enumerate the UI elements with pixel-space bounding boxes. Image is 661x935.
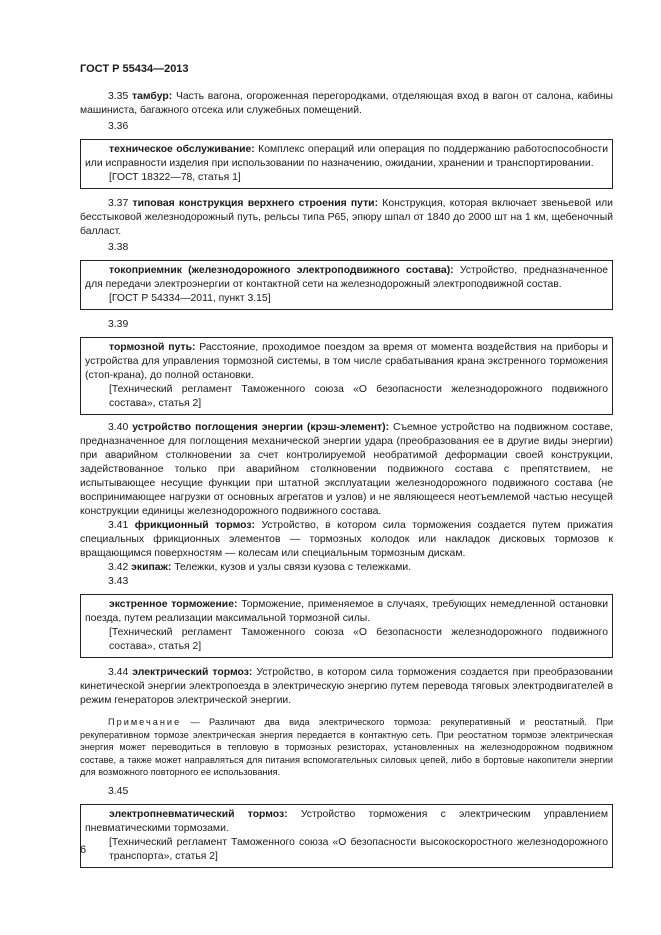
note-label: Примечание bbox=[108, 717, 182, 727]
definition-box-3-43 bbox=[80, 594, 613, 658]
document-body bbox=[80, 90, 613, 876]
entry-source-reference: [Технический регламент Таможенного союза «О безопасности железнодорожного подвижного состава», статья 2] bbox=[109, 627, 608, 652]
entry-definition: Устройство, предназначенное для передачи электроэнергии от контактной сети на железнодорожный электроподвижной состав. bbox=[85, 265, 608, 290]
definition-box-3-39 bbox=[80, 337, 613, 415]
entry-number: 3.39 bbox=[108, 319, 129, 330]
entry-3-41 bbox=[80, 519, 613, 561]
entry-definition: Устройство, в котором сила торможения создается при преобразовании кинетической энергии электропоезда в электрическую энергию путем перевода тяговых электродвигателей в режим генераторов электрической энергии. bbox=[80, 667, 613, 706]
entry-number: 3.40 bbox=[108, 422, 129, 433]
page-number: 6 bbox=[80, 844, 87, 856]
entry-number: 3.43 bbox=[108, 576, 129, 587]
entry-number: 3.44 bbox=[108, 667, 129, 678]
entry-definition: Комплекс операций или операция по поддержанию работоспособности или исправности изделия при использовании по назначению, ожидании, хранении и транспортировании. bbox=[85, 144, 608, 169]
definition-box-3-38 bbox=[80, 260, 613, 310]
entry-3-35 bbox=[80, 90, 613, 118]
entry-term: устройство поглощения энергии (крэш-элемент): bbox=[132, 422, 390, 433]
entry-definition: Часть вагона, огороженная перегородками, отделяющая вход в вагон от салона, кабины машиниста, багажного отсека или служебных помещений. bbox=[80, 91, 613, 116]
entry-definition: Конструкция, которая включает звеньевой или бесстыковой железнодорожный путь, рельсы типа Р65, эпюру шпал от 1840 до 2000 шт на 1 км, щебеночный балласт. bbox=[80, 198, 613, 237]
entry-3-44 bbox=[80, 666, 613, 708]
entry-term: экипаж: bbox=[131, 562, 172, 573]
definition-box-3-45 bbox=[80, 804, 613, 868]
entry-definition: Съемное устройство на подвижном составе, предназначенное для поглощения механической энергии удара (преобразования ее в другие виды энергии) при аварийном столкновении за счет контролируемой необратимой деформации своей конструкции, задействованное только при аварийном столкновении подвижного состава с препятствием, не испытывающее несущие функции при штатной эксплуатации железнодорожного подвижного состава (не воспринимающее нагрузки от основных агрегатов и узлов) и не являющееся неотъемлемой частью несущей конструкции единицы железнодорожного подвижного состава. bbox=[80, 422, 613, 517]
entry-3-42 bbox=[80, 561, 613, 575]
entry-number: 3.35 bbox=[108, 91, 129, 102]
entry-term: фрикционный тормоз: bbox=[134, 520, 255, 531]
document-header: ГОСТ Р 55434—2013 bbox=[80, 63, 189, 75]
entry-definition: Тележки, кузов и узлы связи кузова с тележками. bbox=[171, 562, 412, 573]
entry-number: 3.41 bbox=[108, 520, 129, 531]
entry-definition: Устройство, в котором сила торможения создается путем прижатия специальных фрикционных элементов — тормозных колодок или накладок дисковых тормозов к вращающимся поверхностям — колесам или специальным тормозным дискам. bbox=[80, 520, 613, 559]
entry-definition: Устройство торможения с электрическим управлением пневматическими тормозами. bbox=[85, 808, 608, 834]
entry-term: электрический тормоз: bbox=[132, 667, 253, 678]
entry-term: типовая конструкция верхнего строения пути: bbox=[132, 198, 379, 209]
entry-number: 3.45 bbox=[108, 785, 129, 797]
entry-term: техническое обслуживание: bbox=[109, 144, 255, 155]
entry-3-37 bbox=[80, 197, 613, 239]
entry-definition: Расстояние, проходимое поездом за время от момента воздействия на приборы и устройства для управления тормозной системы, в том числе срабатывания крана экстренного торможения (стоп-крана), до полной остановки. bbox=[85, 342, 608, 381]
entry-term: экстренное торможение: bbox=[109, 599, 238, 610]
entry-term: токоприемник (железнодорожного электроподвижного состава): bbox=[109, 265, 454, 276]
note-text: — Различают два вида электрического тормоза: рекуперативный и реостатный. При рекуперативном тормозе электрическая энергия передается в контактную сеть. При реостатном тормозе электрическая энергия может переводиться в тепловую в тормозных резисторах, установленных на железнодорожном подвижном составе, а также может направляться для питания вспомогательных силовых цепей, либо в бортовые накопители энергии для возможного повторного ее использования. bbox=[80, 717, 613, 778]
entry-source-reference: [Технический регламент Таможенного союза «О безопасности высокоскоростного железнодорожного транспорта», статья 2] bbox=[109, 836, 608, 862]
entry-source-reference: [Технический регламент Таможенного союза «О безопасности железнодорожного подвижного состава», статья 2] bbox=[109, 384, 608, 409]
entry-term: электропневматический тормоз: bbox=[109, 808, 288, 820]
entry-number: 3.37 bbox=[108, 198, 129, 209]
entry-term: тормозной путь: bbox=[109, 342, 196, 353]
entry-3-40 bbox=[80, 421, 613, 519]
entry-source-reference: [ГОСТ Р 54334—2011, пункт 3.15] bbox=[109, 293, 271, 304]
entry-number: 3.36 bbox=[108, 121, 129, 132]
entry-number: 3.38 bbox=[108, 242, 129, 253]
entry-definition: Торможение, применяемое в случаях, требующих немедленной остановки поезда, путем реализации максимальной тормозной силы. bbox=[85, 599, 608, 624]
entry-term: тамбур: bbox=[132, 91, 173, 102]
entry-note bbox=[80, 716, 613, 779]
definition-box-3-36 bbox=[80, 139, 613, 189]
entry-source-reference: [ГОСТ 18322—78, статья 1] bbox=[109, 172, 241, 183]
entry-number: 3.42 bbox=[108, 562, 129, 573]
